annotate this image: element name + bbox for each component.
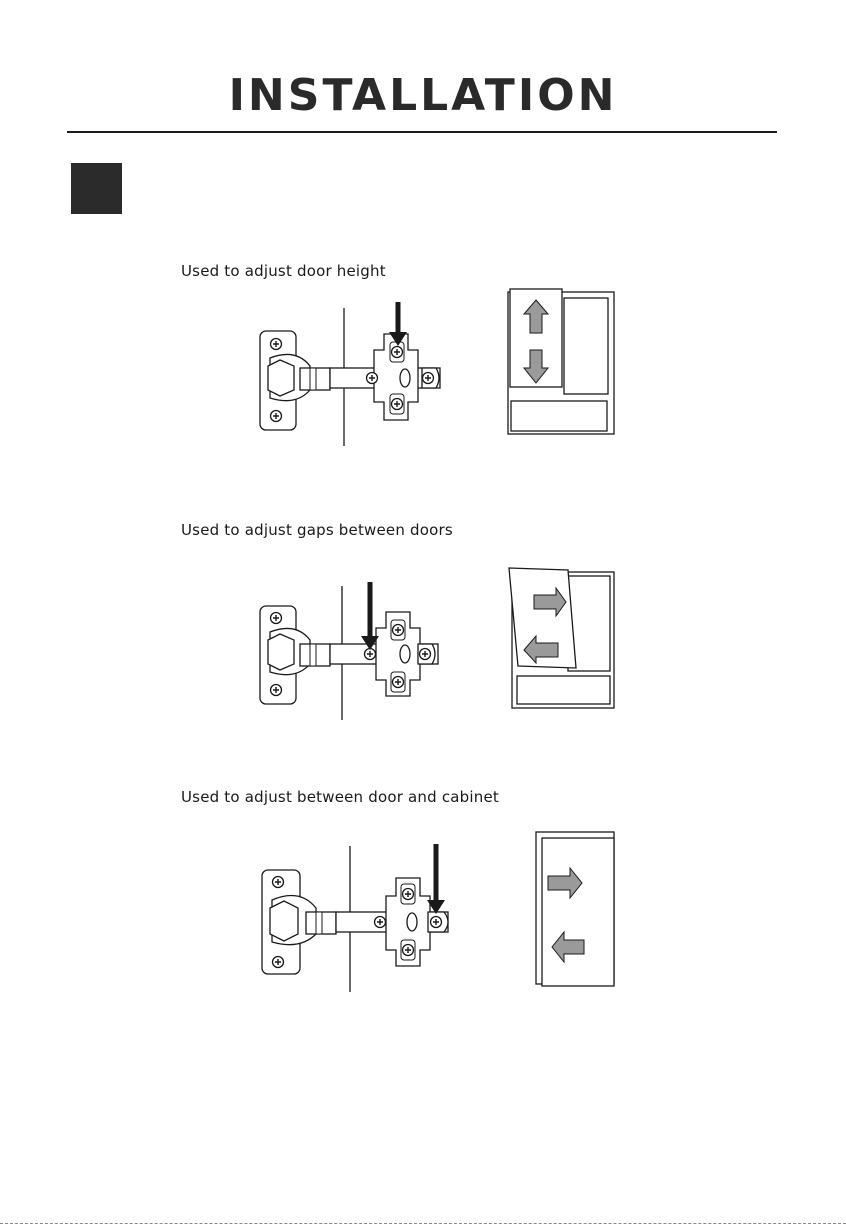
page-bottom-border — [0, 1223, 846, 1224]
door-depth-illustration — [532, 830, 618, 990]
hinge-diagram-gaps — [250, 580, 450, 722]
section-2-caption: Used to adjust gaps between doors — [181, 521, 453, 539]
door-height-illustration — [502, 288, 618, 438]
section-3-caption: Used to adjust between door and cabinet — [181, 788, 499, 806]
title-divider — [67, 131, 777, 133]
page-title: INSTALLATION — [228, 70, 618, 121]
door-gap-illustration — [506, 566, 618, 712]
step-marker — [71, 163, 122, 214]
hinge-diagram-height — [250, 298, 450, 450]
section-1-caption: Used to adjust door height — [181, 262, 386, 280]
hinge-diagram-depth — [256, 842, 462, 994]
